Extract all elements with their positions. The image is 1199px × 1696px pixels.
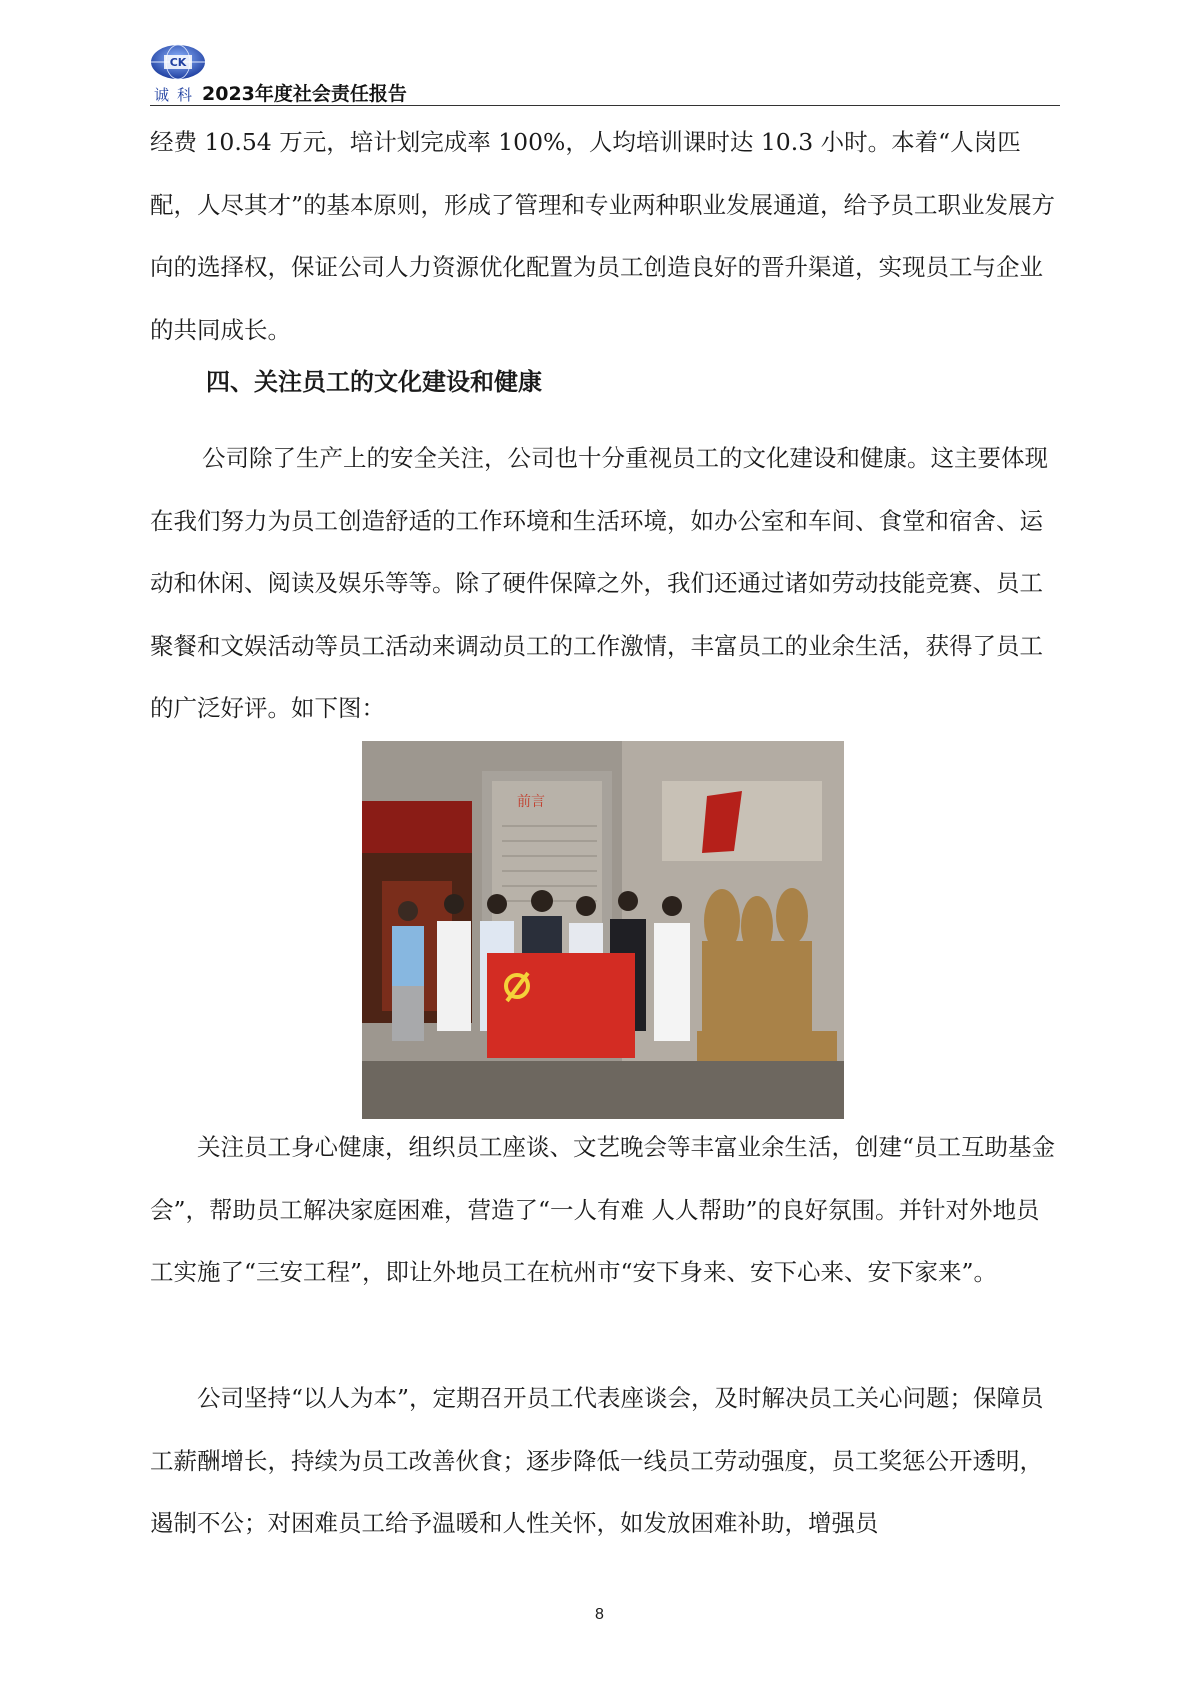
logo-chinese-name: 诚科: [154, 86, 201, 104]
paragraph-training: 经费 10.54 万元，培计划完成率 100%，人均培训课时达 10.3 小时。本着“人岗匹配，人尽其才”的基本原则，形成了管理和专业两种职业发展通道，给予员工职业发展方向的选择权，保证公司人力资源优化配置为员工创造良好的晋升渠道，实现员工与企业的共同成长。: [150, 128, 1056, 344]
group-photo-illustration: [362, 741, 844, 1119]
page-number: 8: [595, 1606, 604, 1623]
logo-text: CK: [169, 56, 187, 69]
header-divider: [150, 105, 1060, 106]
paragraph-culture: 公司除了生产上的安全关注，公司也十分重视员工的文化建设和健康。这主要体现在我们努力为员工创造舒适的工作环境和生活环境，如办公室和车间、食堂和宿舍、运动和休闲、阅读及娱乐等等。除了硬件保障之外，我们还通过诸如劳动技能竞赛、员工聚餐和文娱活动等员工活动来调动员工的工作激情，丰富员工的业余生活，获得了员工的广泛好评。如下图：: [150, 444, 1048, 723]
company-logo-icon: [150, 43, 206, 81]
section-heading: 四、关注员工的文化建设和健康: [206, 368, 542, 396]
paragraph-health: 关注员工身心健康，组织员工座谈、文艺晚会等丰富业余生活，创建“员工互助基金会”，帮助员工解决家庭困难，营造了“一人有难 人人帮助”的良好氛围。并针对外地员工实施了“三安工程”，即让外地员工在杭州市“安下身来、安下心来、安下家来”。: [150, 1133, 1056, 1287]
group-photo: [362, 741, 844, 1119]
paragraph-people-first: 公司坚持“以人为本”，定期召开员工代表座谈会，及时解决员工关心问题；保障员工薪酬增长，持续为员工改善伙食；逐步降低一线员工劳动强度，员工奖惩公开透明，遏制不公；对困难员工给予温暖和人性关怀，如发放困难补助，增强员: [150, 1384, 1044, 1538]
report-title: 2023年度社会责任报告: [202, 83, 407, 105]
page-header: [150, 40, 1060, 107]
photo-sign-text: 前言: [517, 794, 545, 810]
